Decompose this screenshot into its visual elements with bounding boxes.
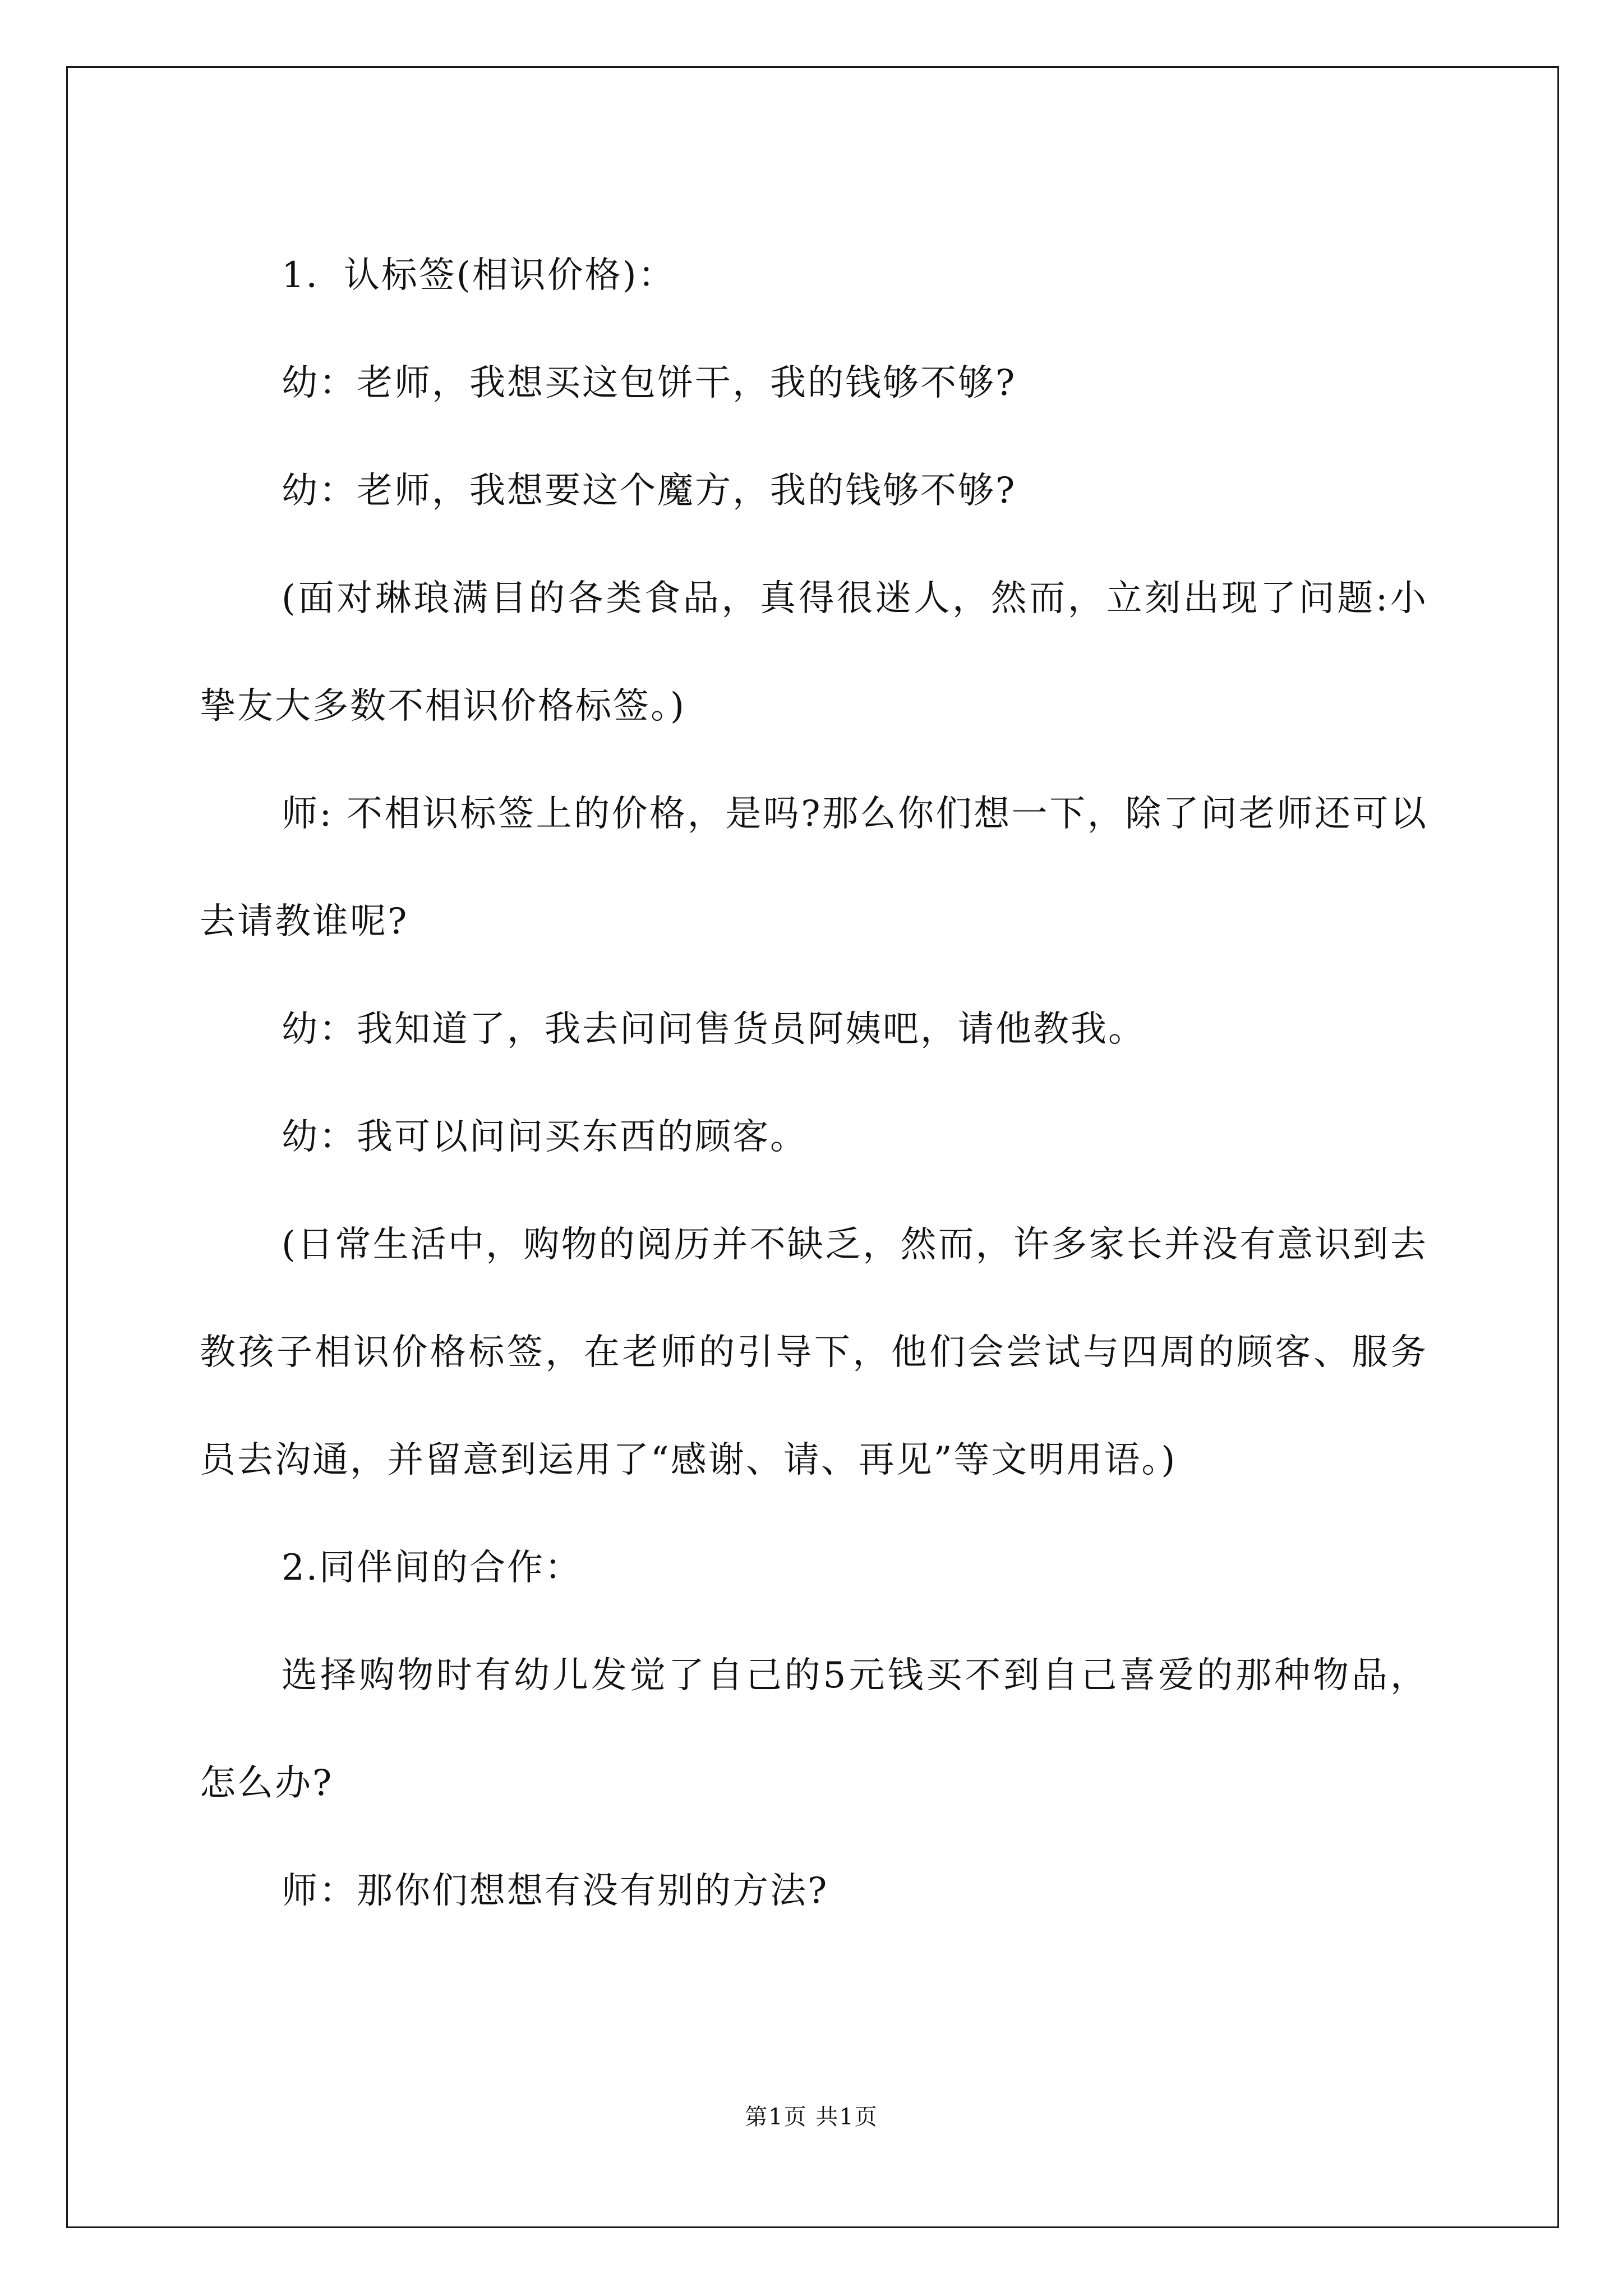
paragraph-7: 幼：我可以问问买东西的顾客。	[282, 1116, 808, 1158]
paragraph-10: 选择购物时有幼儿发觉了自己的5元钱买不到自己喜爱的那种物品，怎么办?	[200, 1655, 1428, 1804]
paragraph-3: 幼：老师，我想要这个魔方，我的钱够不够?	[282, 470, 1017, 512]
paragraph-5: 师: 不相识标签上的价格，是吗?那么你们想一下，除了问老师还可以去请教谁呢?	[200, 793, 1428, 942]
paragraph-6: 幼：我知道了，我去问问售货员阿姨吧，请他教我。	[282, 1009, 1146, 1050]
paragraph-9: 2.同伴间的合作：	[282, 1547, 583, 1589]
paragraph-2: 幼：老师，我想买这包饼干，我的钱够不够?	[282, 362, 1017, 404]
paragraph-4: (面对琳琅满目的各类食品，真得很迷人，然而，立刻出现了问题:小挚友大多数不相识价格标签。)	[200, 578, 1428, 727]
paragraph-11: 师：那你们想想有没有别的方法?	[282, 1870, 829, 1912]
paragraph-1: 1．认标签(相识价格)：	[282, 255, 676, 296]
document-body	[200, 222, 1428, 1945]
paragraph-8: (日常生活中，购物的阅历并不缺乏，然而，许多家长并没有意识到去教孩子相识价格标签，在老师的引导下，他们会尝试与四周的顾客、服务员去沟通，并留意到运用了“感谢、请、再见”等文明用语。)	[200, 1224, 1428, 1481]
page-number-footer: 第1页 共1页	[745, 2104, 878, 2130]
